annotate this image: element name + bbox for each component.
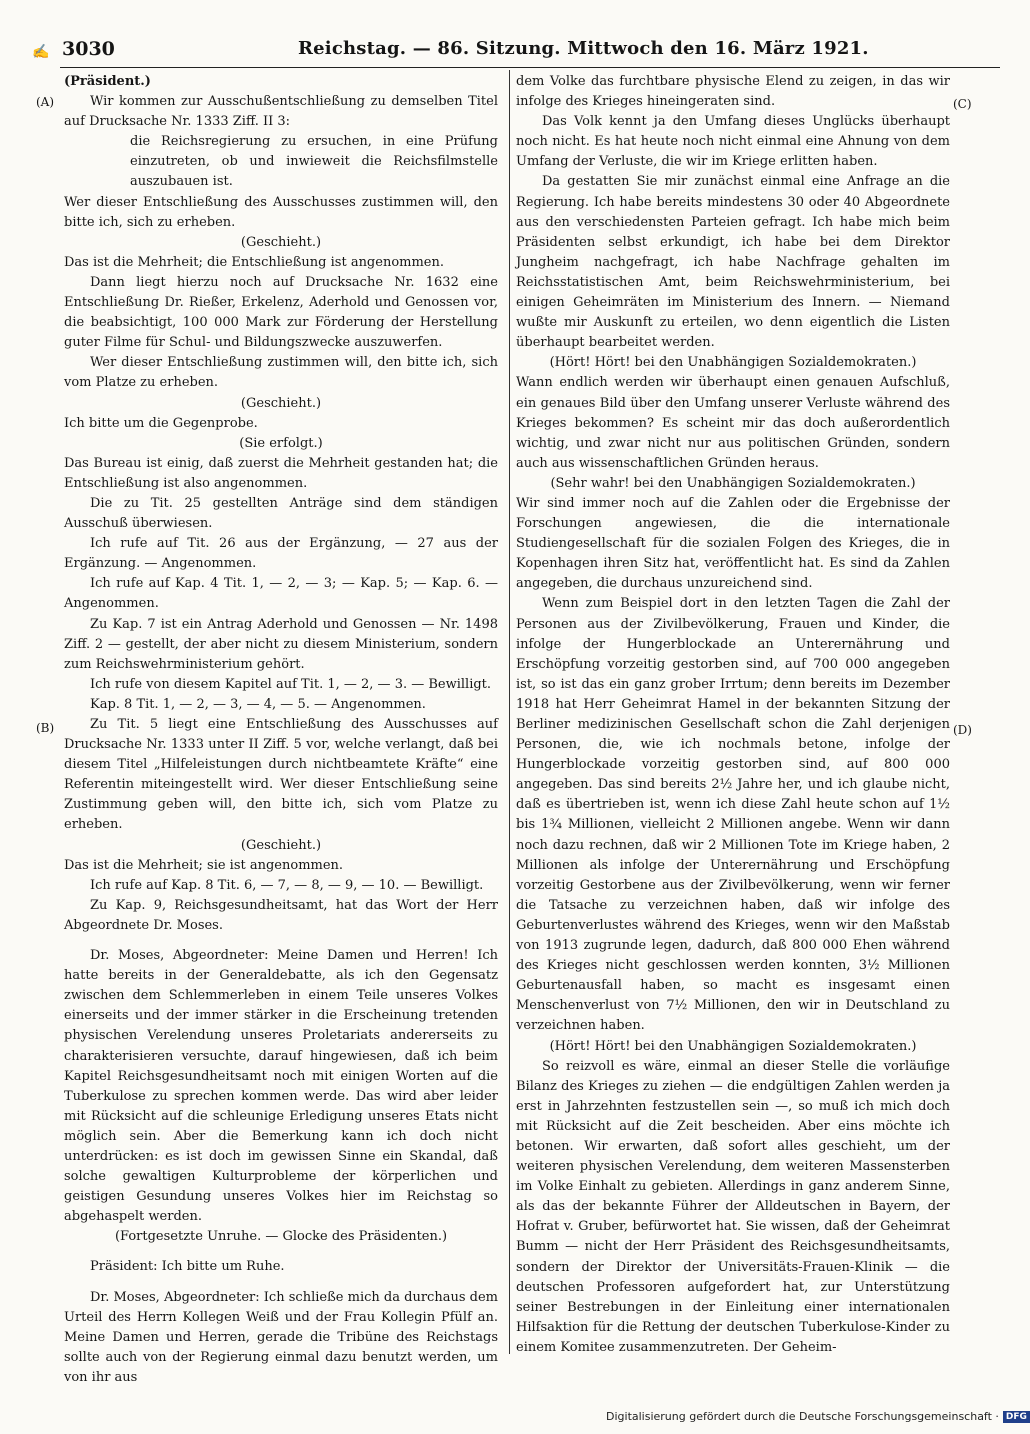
stage-direction: (Geschieht.) [240, 837, 322, 853]
stage-direction: (Sehr wahr! bei den Unabhängigen Sozialdemokraten.) [550, 475, 916, 491]
credit-text: Digitalisierung gefördert durch die Deutsche Forschungsgemeinschaft · [606, 1410, 999, 1423]
paragraph: Ich rufe auf Tit. 26 aus der Ergänzung, — 27 aus der Ergänzung. — Angenommen. [64, 536, 498, 572]
paragraph: Wenn zum Beispiel dort in den letzten Tagen die Zahl der Personen aus der Zivilbevölkerung, Frauen und Kinder, die infolge der Hungerblockade an Unterernährung und Erschöpfung vorzeitig gestorben sind, auf 700 000 angegeben ist, so ist das ein ganz grober Irrtum; denn bereits im Dezember 1918 hat Herr Geheimrat Hamel in der bekannten Sitzung der Berliner medizinischen Gesellschaft schon die Zahl derjenigen Personen, die, wie ich nochmals betone, infolge der Hungerblockade vorzeitig gestorben sind, auf 800 000 angegeben. Das sind bereits 2½ Jahre her, und ich glaube nicht, daß es übertrieben ist, wenn ich diese Zahl heute schon auf 1½ bis 1¾ Millionen, vielleicht 2 Millionen angebe. Wenn wir dann noch dazu rechnen, daß wir 2 Millionen Tote im Kriege haben, 2 Millionen als infolge der Unterernährung und Erschöpfung vorzeitig Gestorbene aus der Zivilbevölkerung, wenn wir ferner die Tatsache zu verzeichnen haben, daß wir infolge des Geburtenverlustes während des Krieges, wenn wir den Maßstab von 1913 zugrunde legen, dadurch, daß 800 000 Ehen während des Krieges nicht geschlossen werden konnten, 3½ Millionen Geburtenausfall haben, so macht es insgesamt einen Menschenverlust von 7½ Millionen, den wir in Deutschland zu verzeichnen haben. [516, 596, 950, 1034]
speech-paragraph: Dr. Moses, Abgeordneter: Ich schließe mich da durchaus dem Urteil des Herrn Kollegen Weiß und der Frau Kollegin Pfülf an. Meine Damen und Herren, gerade die Tribüne des Reichstags sollte auch von der Regierung einmal dazu benutzt werden, um von ihr aus [64, 1289, 498, 1385]
margin-letter-c: (C) [953, 97, 972, 111]
stage-direction: (Hört! Hört! bei den Unabhängigen Sozialdemokraten.) [549, 1038, 917, 1054]
paragraph: Zu Kap. 9, Reichsgesundheitsamt, hat das Wort der Herr Abgeordnete Dr. Moses. [64, 897, 498, 933]
paragraph: Da gestatten Sie mir zunächst einmal eine Anfrage an die Regierung. Ich habe bereits mindestens 30 oder 40 Abgeordnete aus den verschiedensten Parteien gefragt. Ich habe mich beim Präsidenten selbst erkundigt, ich habe bei dem Direktor Jungheim nachgefragt, ich habe Nachfrage gehalten im Reichsstatistischen Amt, beim Reichswehrministerium, bei einigen Geheimräten im Ministerium des Innern. — Niemand wußte mir Auskunft zu erteilen, wo denn eigentlich die Listen überhaupt bearbeitet werden. [516, 174, 950, 351]
paragraph: Zu Tit. 5 liegt eine Entschließung des Ausschusses auf Drucksache Nr. 1333 unter II Ziff. 5 vor, welche verlangt, daß bei diesem Titel „Hilfeleistungen durch nichtbeamtete Kräfte“ eine Referentin miteingestellt wird. Wer dieser Entschließung seine Zustimmung geben will, den bitte ich, sich vom Platze zu erheben. [64, 717, 498, 833]
paragraph: dem Volke das furchtbare physische Elend zu zeigen, in das wir infolge des Krieges hineingeraten sind. [516, 74, 950, 110]
paragraph: Ich rufe von diesem Kapitel auf Tit. 1, — 2, — 3. — Bewilligt. [90, 676, 492, 692]
paragraph: Zu Kap. 7 ist ein Antrag Aderhold und Genossen — Nr. 1498 Ziff. 2 — gestellt, der aber nicht zu diesem Ministerium, sondern zum Reichswehrministerium gehört. [64, 616, 498, 672]
stage-direction: (Geschieht.) [240, 234, 322, 250]
paragraph: Wir sind immer noch auf die Zahlen oder die Ergebnisse der Forschungen angewiesen, die die internationale Studiengesellschaft für die sozialen Folgen des Krieges, die in Kopenhagen ihren Sitz hat, veröffentlicht hat. Es sind da Zahlen angegeben, die durchaus unzureichend sind. [516, 495, 950, 592]
margin-letter-b: (B) [36, 721, 55, 735]
right-column [516, 72, 950, 1358]
margin-letter-a: (A) [36, 95, 55, 109]
speech-paragraph: Präsident: Ich bitte um Ruhe. [90, 1259, 285, 1275]
paragraph: Ich bitte um die Gegenprobe. [64, 415, 258, 431]
paragraph: Ich rufe auf Kap. 4 Tit. 1, — 2, — 3; — Kap. 5; — Kap. 6. — Angenommen. [64, 576, 498, 612]
paragraph: So reizvoll es wäre, einmal an dieser Stelle die vorläufige Bilanz des Krieges zu ziehen — die endgültigen Zahlen werden ja erst in Jahrzehnten festzustellen sein —, so muß ich mich doch mit Rücksicht auf die Zeit bescheiden. Aber eins möchte ich betonen. Wir erwarten, daß sofort alles geschieht, um der weiteren physischen Verelendung, dem weiteren Massensterben im Volke Einhalt zu gebieten. Allerdings in ganz anderem Sinne, als das der bekannte Führer der Alldeutschen in Bayern, der Hofrat v. Gruber, befürwortet hat. Sie wissen, daß der Geheimrat Bumm — nicht der Herr Präsident des Reichsgesundheitsamts, sondern der Direktor der Universitäts-Frauen-Klinik — die deutschen Professoren aufgefordert hat, zur Unterstützung seiner Bestrebungen in der Einleitung einer internationalen Hilfsaktion für die Rettung der deutschen Tuberkulose-Kinder zu einem Komitee zusammenzutreten. Der Geheim- [516, 1058, 950, 1355]
paragraph: Wir kommen zur Ausschußentschließung zu demselben Titel auf Drucksache Nr. 1333 Ziff. II 3: [64, 94, 498, 130]
paragraph: Dann liegt hierzu noch auf Drucksache Nr. 1632 eine Entschließung Dr. Rießer, Erkelenz, Aderhold und Genossen vor, die beabsichtigt, 100 000 Mark zur Förderung der Herstellung guter Filme für Schul- und Bildungszwecke auszuwerfen. [64, 274, 498, 351]
stage-direction: (Hört! Hört! bei den Unabhängigen Sozialdemokraten.) [549, 355, 917, 371]
stage-direction: (Geschieht.) [240, 395, 322, 411]
ornament-icon: ✍ [32, 44, 50, 60]
speech-paragraph: Dr. Moses, Abgeordneter: Meine Damen und Herren! Ich hatte bereits in der Generaldebatte, als ich den Gegensatz zwischen dem Schlemmerleben in einem Teile unseres Volkes einerseits und der immer stärker in die Erscheinung tretenden physischen Verelendung unseres Proletariats andererseits zu charakterisieren versuchte, darauf hingewiesen, daß ich beim Kapitel Reichsgesundheitsamt noch mit einigen Worten auf die Tuberkulose zu sprechen kommen werde. Das wird aber leider mit Rücksicht auf die schleunige Erledigung unseres Etats nicht möglich sein. Aber die Bemerkung kann ich doch nicht unterdrücken: es ist doch im gewissen Sinne ein Skandal, daß solche gewaltigen Kulturprobleme der körperlichen und geistigen Gesundung unseres Volkes hier im Reichstag so abgehaspelt werden. [64, 948, 498, 1225]
paragraph: Die zu Tit. 25 gestellten Anträge sind dem ständigen Ausschuß überwiesen. [64, 495, 498, 532]
page-number: 3030 [62, 38, 115, 60]
paragraph: Das Volk kennt ja den Umfang dieses Unglücks überhaupt noch nicht. Es hat heute noch nicht einmal eine Ahnung von dem Umfang der Verluste, die wir im Kriege erlitten haben. [516, 114, 950, 170]
paragraph: Das Bureau ist einig, daß zuerst die Mehrheit gestanden hat; die Entschließung ist also angenommen. [64, 455, 498, 491]
header-rule [60, 67, 1000, 68]
margin-letter-d: (D) [953, 723, 972, 737]
digitization-credit [606, 1410, 1030, 1423]
paragraph: Das ist die Mehrheit; die Entschließung ist angenommen. [64, 254, 445, 270]
paragraph: Ich rufe auf Kap. 8 Tit. 6, — 7, — 8, — 9, — 10. — Bewilligt. [90, 877, 484, 893]
paragraph: Wer dieser Entschließung des Ausschusses zustimmen will, den bitte ich, sich zu erheben. [64, 194, 498, 230]
paragraph: Kap. 8 Tit. 1, — 2, — 3, — 4, — 5. — Angenommen. [90, 696, 426, 712]
paragraph: Das ist die Mehrheit; sie ist angenommen. [64, 857, 344, 873]
dfg-logo: DFG [1003, 1411, 1030, 1423]
column-divider [509, 70, 510, 1354]
left-column [64, 72, 498, 1388]
quoted-resolution: die Reichsregierung zu ersuchen, in eine Prüfung einzutreten, ob und inwieweit die Reichsfilmstelle auszubauen ist. [130, 134, 498, 190]
stage-direction: (Fortgesetzte Unruhe. — Glocke des Präsidenten.) [114, 1229, 448, 1245]
stage-direction: (Sie erfolgt.) [239, 435, 323, 451]
paragraph: Wann endlich werden wir überhaupt einen genauen Aufschluß, ein genaues Bild über den Umfang unserer Verluste während des Krieges bekommen? Es scheint mir das doch außerordentlich wichtig, und zwar nicht nur aus politischen Gründen, sondern auch aus wissenschaftlichen Gründen heraus. [516, 375, 950, 471]
speaker-label: (Präsident.) [64, 74, 151, 89]
running-title: Reichstag. — 86. Sitzung. Mittwoch den 16. März 1921. [298, 38, 869, 59]
running-header [40, 38, 980, 64]
paragraph: Wer dieser Entschließung zustimmen will, den bitte ich, sich vom Platze zu erheben. [64, 355, 498, 391]
